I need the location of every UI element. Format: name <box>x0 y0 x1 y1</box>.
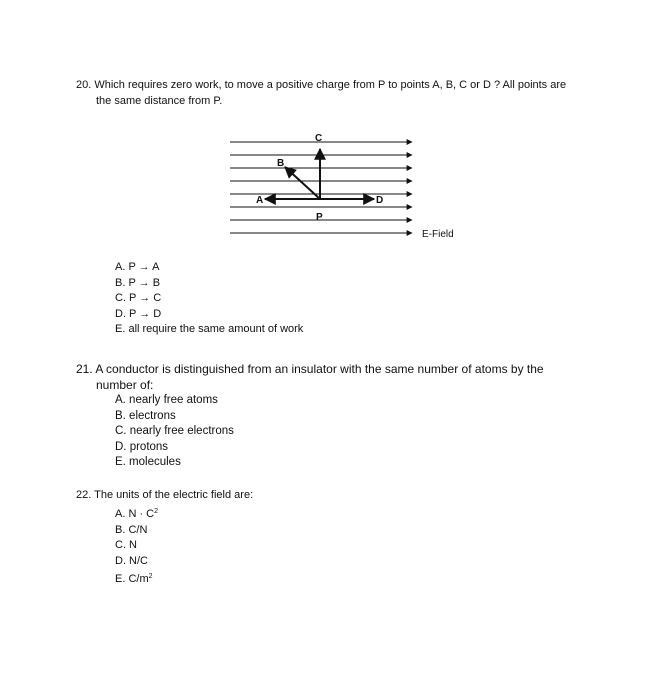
question-22-options <box>115 504 158 588</box>
label-b: B <box>277 158 285 169</box>
question-21-options <box>115 393 234 471</box>
option-c: C. P → C <box>115 292 162 305</box>
question-22 <box>76 487 576 503</box>
question-20-number: 20. <box>76 79 92 91</box>
question-20-text-1: Which requires zero work, to move a positive charge from P to points A, B, C or D ? All points are <box>94 79 567 91</box>
option-a: A. nearly free atoms <box>115 394 218 406</box>
option-b: B. C/N <box>115 523 148 536</box>
question-21-text-2: number of: <box>96 378 154 392</box>
question-21-text-1: A conductor is distinguished from an insulator with the same number of atoms by the <box>95 362 544 376</box>
question-20-text-2: the same distance from P. <box>96 95 223 107</box>
question-20-options <box>115 260 303 338</box>
option-e: E. molecules <box>115 456 181 469</box>
option-b: B. P → B <box>115 276 161 289</box>
question-21 <box>76 361 576 393</box>
option-a <box>115 504 158 523</box>
option-b: B. electrons <box>115 409 176 422</box>
option-d: D. protons <box>115 440 169 453</box>
question-22-text-1: The units of the electric field are: <box>94 489 254 501</box>
option-e-text: E. C/m <box>115 573 149 586</box>
option-d: D. P → D <box>115 307 162 320</box>
displacement-arrows <box>265 149 374 200</box>
label-p: P <box>316 212 323 223</box>
option-a: A. P → A <box>115 261 160 273</box>
option-c: C. N <box>115 539 137 552</box>
option-e <box>115 569 158 588</box>
label-c: C <box>315 133 323 144</box>
option-a-superscript: 2 <box>154 508 159 515</box>
label-a: A <box>256 195 264 206</box>
option-e-superscript: 2 <box>148 573 153 581</box>
option-e: E. all require the same amount of work <box>115 323 304 336</box>
label-d: D <box>376 195 384 206</box>
option-d: D. N/C <box>115 554 148 567</box>
option-a-text: A. N · C <box>115 508 155 520</box>
question-21-line-1 <box>76 361 576 377</box>
question-22-line-1 <box>76 487 576 503</box>
label-e-field: E-Field <box>422 229 454 240</box>
question-21-number: 21. <box>76 362 93 376</box>
question-22-number: 22. <box>76 489 92 501</box>
option-c: C. nearly free electrons <box>115 425 234 438</box>
